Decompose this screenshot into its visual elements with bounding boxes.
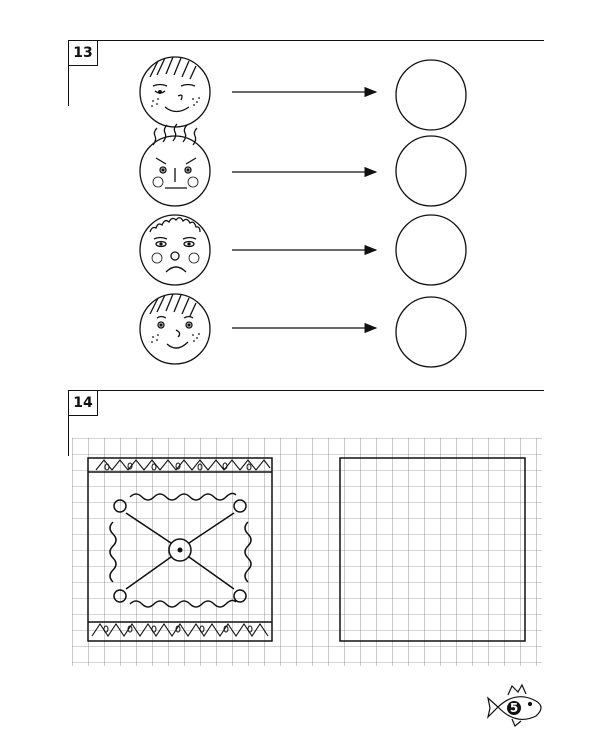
- answer-circle-2[interactable]: [396, 136, 466, 206]
- face-4-freckles: [151, 333, 200, 343]
- face-4: [140, 294, 210, 364]
- answer-circle-3[interactable]: [396, 215, 466, 285]
- page-number: 5: [509, 701, 519, 715]
- answer-circle-1[interactable]: [396, 60, 466, 130]
- face-1-freckles: [151, 97, 200, 107]
- face-1: [140, 57, 210, 127]
- answer-circle-4[interactable]: [396, 297, 466, 367]
- task-13-number-text: 13: [73, 45, 93, 61]
- face-3: [140, 215, 210, 285]
- face-2: [140, 124, 210, 206]
- task-14-number-text: 14: [73, 395, 93, 411]
